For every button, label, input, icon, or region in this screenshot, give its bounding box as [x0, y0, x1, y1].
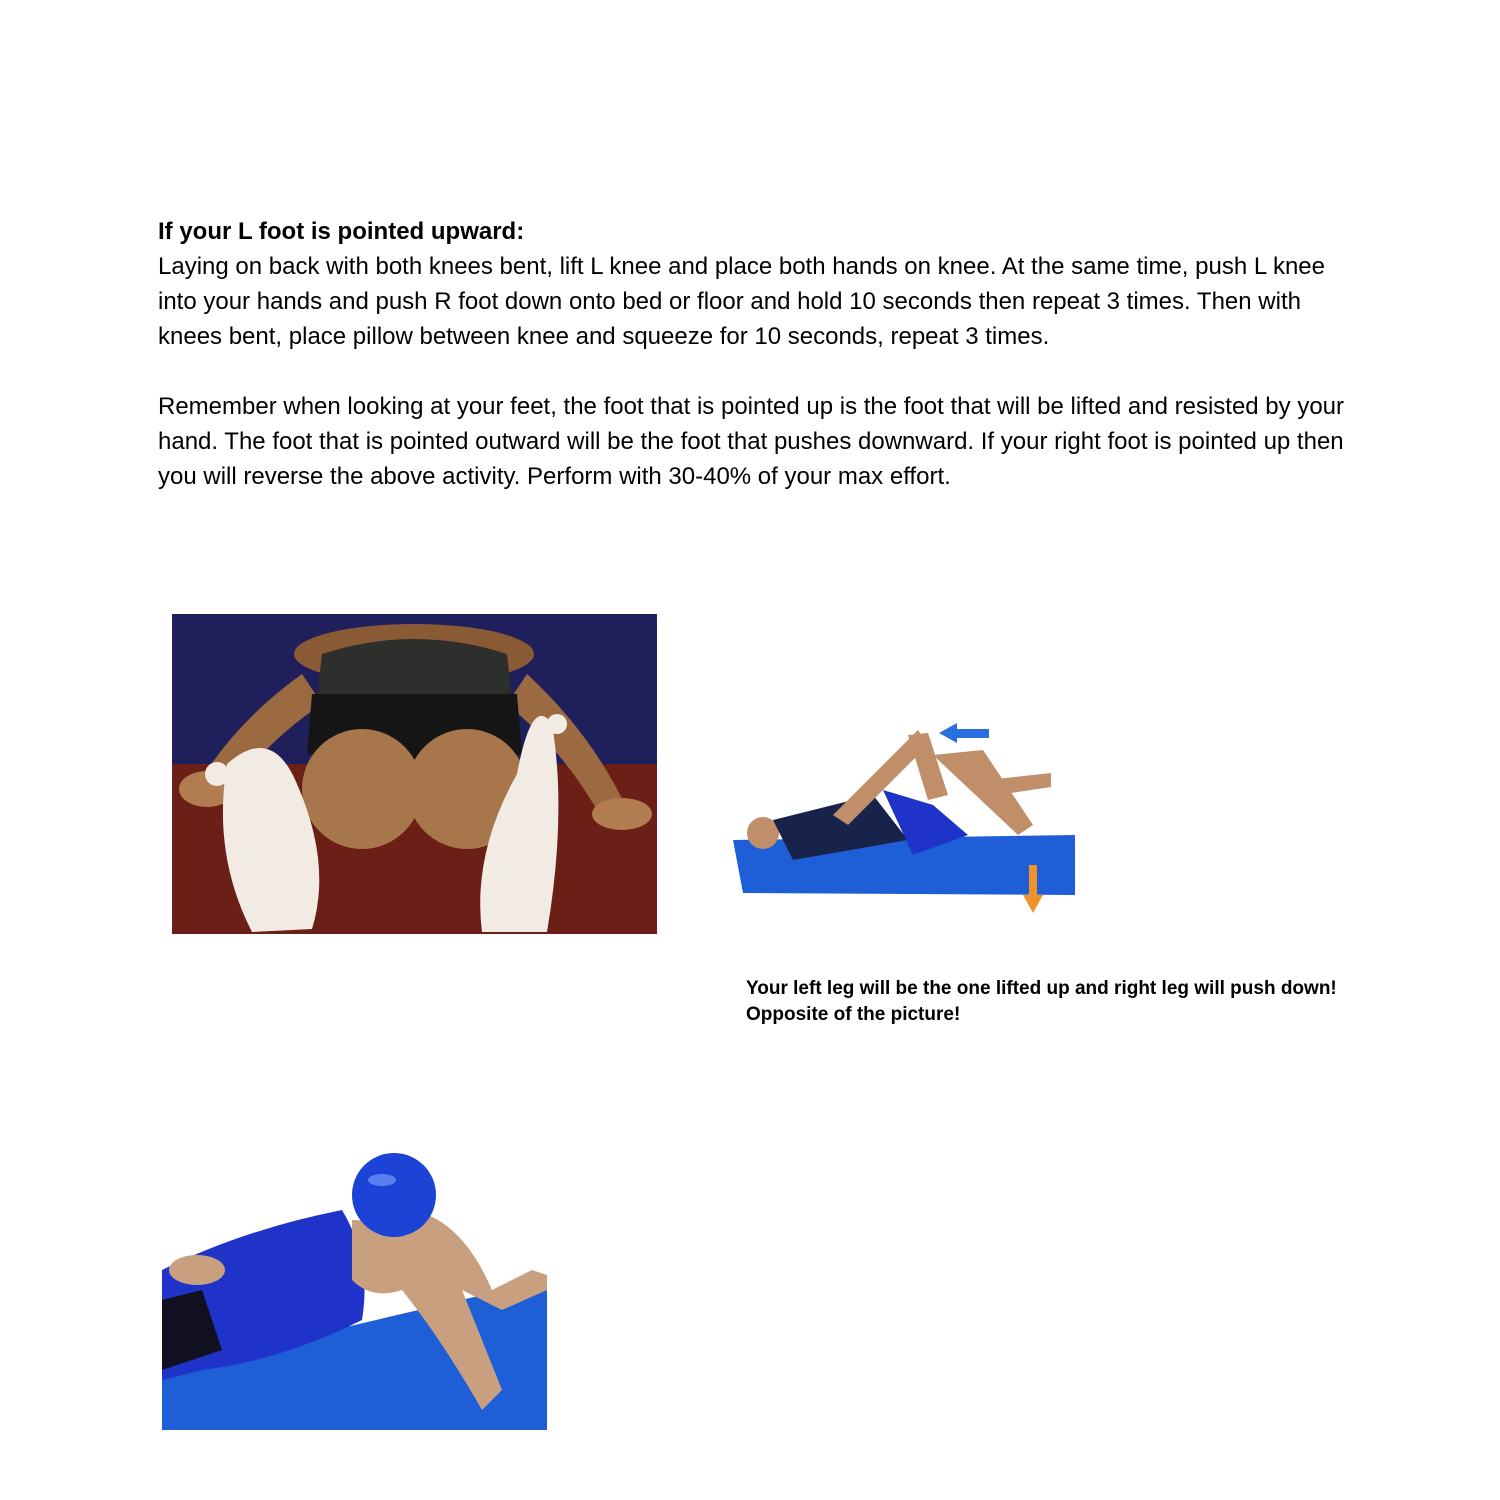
exercise-ball — [352, 1153, 436, 1237]
knee-hold-exercise-photo — [733, 715, 1075, 920]
picture-caption — [746, 976, 1426, 1028]
left-toe — [205, 762, 229, 786]
ball-squeeze-illustration — [162, 1150, 547, 1430]
hands — [169, 1255, 225, 1285]
page-heading: If your L foot is pointed upward: — [158, 218, 525, 245]
knee-hold-illustration — [733, 715, 1075, 920]
paragraph-reminder: Remember when looking at your feet, the foot that is pointed up is the foot that will be lifted and resisted by your hand. The foot that is pointed outward will be the foot that pushes downward. If your right foot is pointed up then you will reverse the above activity. Perform with 30-40% of your max effort. — [158, 393, 1345, 490]
right-hand — [592, 798, 652, 830]
paragraph-instructions: Laying on back with both knees bent, lift L knee and place both hands on knee. At the same time, push L knee into your hands and push R foot down onto bed or floor and hold 10 seconds then repeat 3 times. Then with knees bent, place pillow between knee and squeeze for 10 seconds, repeat 3 times. — [158, 253, 1325, 350]
exercise-mat — [733, 835, 1075, 895]
left-knee — [302, 729, 422, 849]
ball-highlight — [368, 1174, 396, 1186]
instruction-text — [158, 214, 1358, 494]
ball-squeeze-exercise-photo — [162, 1150, 547, 1430]
caption-line-1: Your left leg will be the one lifted up and right leg will push down! — [746, 978, 1337, 999]
feet-illustration — [172, 614, 657, 934]
feet-position-photo — [172, 614, 657, 934]
paragraph-spacer — [158, 354, 1358, 389]
right-toe — [547, 714, 567, 734]
caption-line-2: Opposite of the picture! — [746, 1004, 961, 1025]
